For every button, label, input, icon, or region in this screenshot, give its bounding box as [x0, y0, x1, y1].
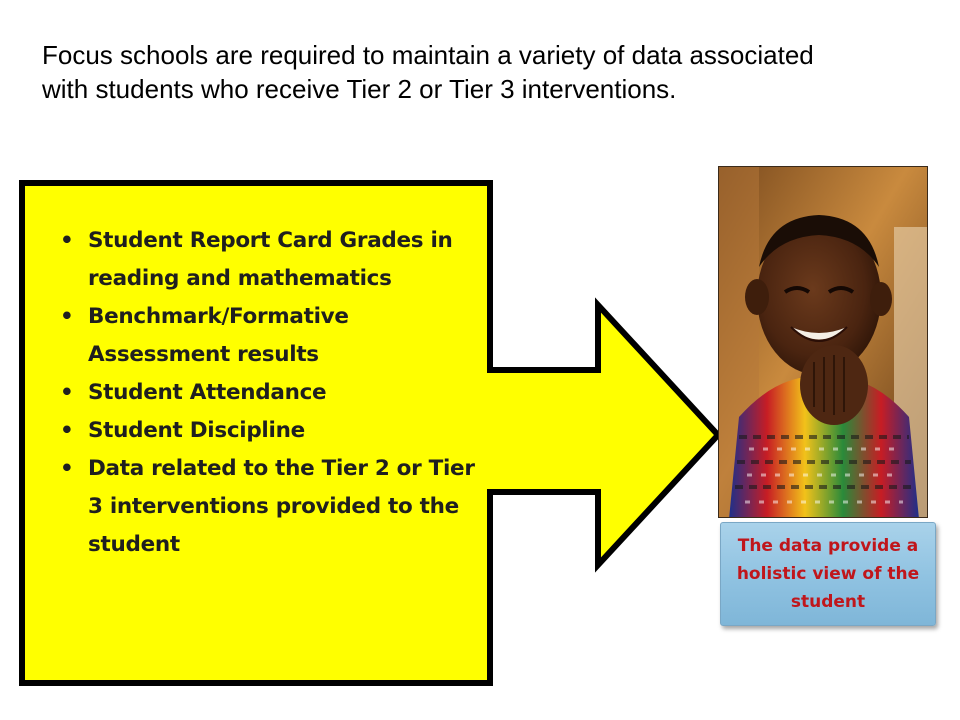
list-item: • Student Discipline [56, 412, 476, 450]
child-photo [718, 166, 928, 518]
list-item: • Student Attendance [56, 374, 476, 412]
caption-box [720, 522, 936, 626]
list-item: • Data related to the Tier 2 or Tier 3 interventions provided to the student [56, 450, 476, 564]
data-list [56, 222, 476, 564]
child-photo-image [719, 167, 928, 518]
intro-text: Focus schools are required to maintain a variety of data associated with students who receive Tier 2 or Tier 3 interventions. [42, 40, 814, 104]
list-item: • Student Report Card Grades in reading and mathematics [56, 222, 476, 298]
list-item: • Benchmark/Formative Assessment results [56, 298, 476, 374]
caption-text: The data provide a holistic view of the student [736, 536, 920, 612]
